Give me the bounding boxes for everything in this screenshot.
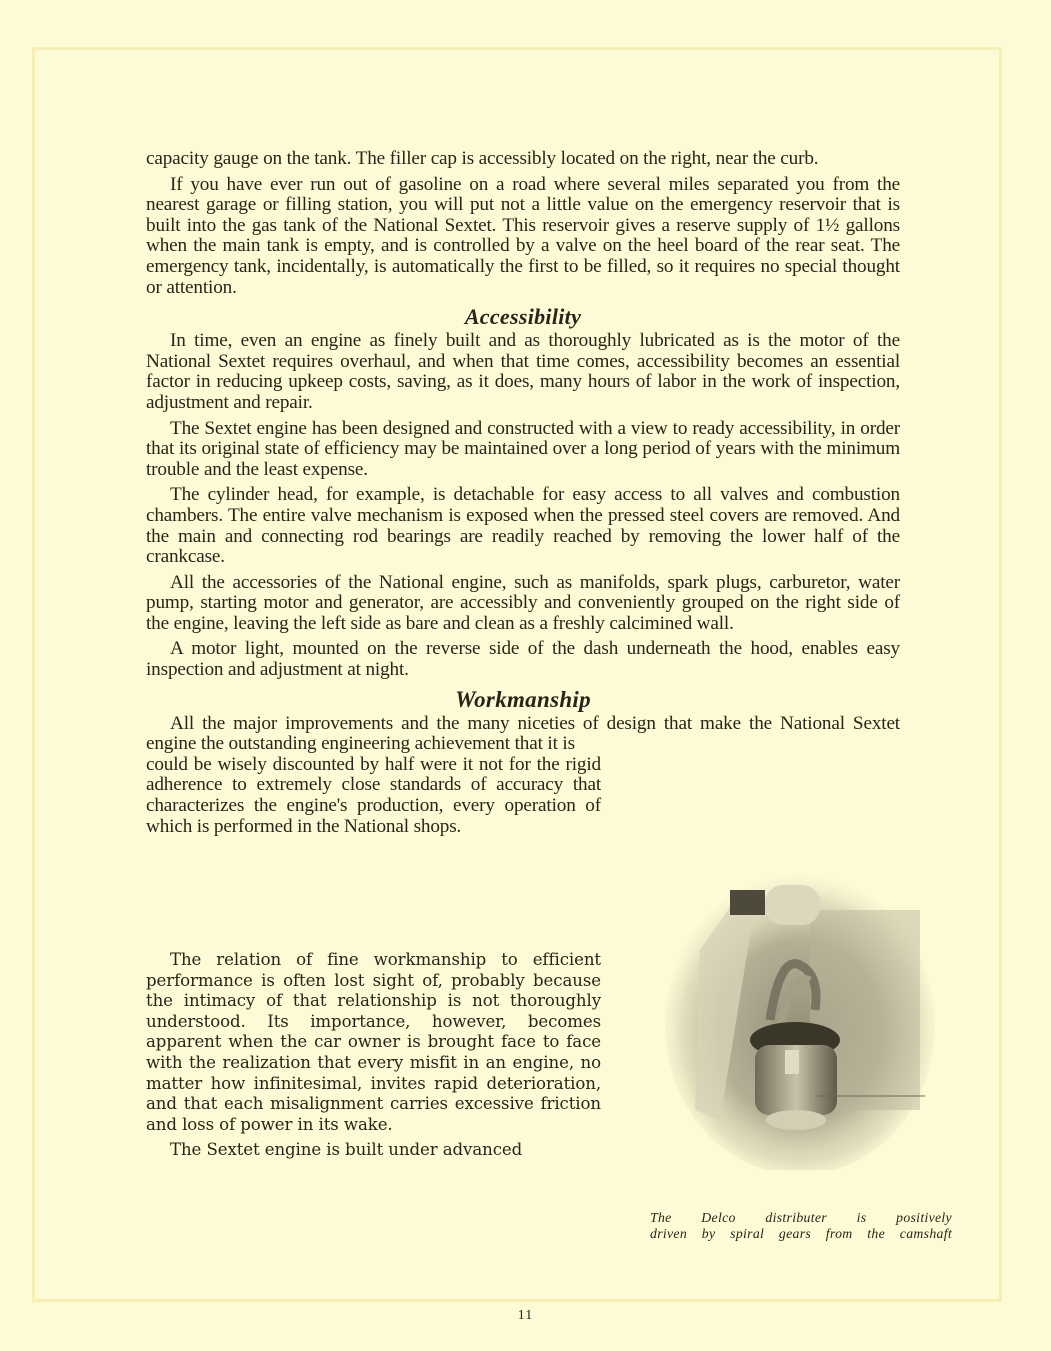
- workmanship-lower-column: [146, 950, 601, 1166]
- accessibility-paragraph: The cylinder head, for example, is detachable for easy access to all valves and combustion chambers. The entire valve mechanism is exposed when the pressed steel covers are removed. And the main and connecting rod bearings are readily reached by removing the lower half of the crankcase.: [146, 484, 900, 568]
- section-heading-accessibility: Accessibility: [464, 304, 582, 330]
- main-text-column: [146, 149, 900, 842]
- accessibility-paragraph: In time, even an engine as finely built and as thoroughly lubricated as is the motor of the National Sextet requires overhaul, and when that time comes, accessibility becomes an essential factor in reducing upkeep costs, saving, as it does, many hours of labor in the work of inspection, adjustment and repair.: [146, 330, 900, 413]
- delco-distributor-photo: [660, 870, 940, 1170]
- page-number: 11: [517, 1308, 534, 1323]
- workmanship-paragraph: The relation of fine workmanship to efficient performance is often lost sight of, probably because the intimacy of that relationship is not thoroughly understood. Its importance, however, becomes apparent when the car owner is brought face to face with the realization that every misfit in an engine, no matter how infinitesimal, invites rapid deterioration, and that each misalignment carries excessive friction and loss of power in its wake.: [146, 950, 601, 1134]
- workmanship-lead-narrow: could be wisely discounted by half were it not for the rigid adherence to extremely close standards of accuracy that characterizes the engine's production, every operation of which is performed in the National shops.: [146, 753, 601, 837]
- section-heading-workmanship: Workmanship: [455, 686, 591, 712]
- workmanship-narrow-column: [146, 755, 601, 837]
- intro-paragraph-reservoir: If you have ever run out of gasoline on a road where several miles separated you from the nearest garage or filling station, you will put not a little value on the emergency reservoir that is built into the gas tank of the National Sextet. This reservoir gives a reserve supply of 1½ gallons when the main tank is empty, and is controlled by a valve on the heel board of the rear seat. The emergency tank, incidentally, is automatically the first to be filled, so it requires no special thought or attention.: [146, 173, 900, 298]
- accessibility-paragraph: All the accessories of the National engine, such as manifolds, spark plugs, carburetor, water pump, starting motor and generator, are accessibly and conveniently grouped on the right side of the engine, leaving the left side as bare and clean as a freshly calcimined wall.: [146, 571, 900, 634]
- caption-line: The Delco distributer is positively: [650, 1210, 952, 1225]
- caption-line: driven by spiral gears from the camshaft: [650, 1226, 952, 1241]
- accessibility-paragraph: A motor light, mounted on the reverse side of the dash underneath the hood, enables easy inspection and adjustment at night.: [146, 638, 900, 681]
- workmanship-paragraph: The Sextet engine is built under advanced: [170, 1140, 523, 1160]
- accessibility-paragraph: The Sextet engine has been designed and constructed with a view to ready accessibility, in order that its original state of efficiency may be maintained over a long period of years with the minimum trouble and the least expense.: [146, 417, 900, 480]
- figure-caption: [650, 1210, 952, 1242]
- workmanship-lead-full-width: All the major improvements and the many niceties of design that make the National Sextet engine the outstanding engineering achievement that it is: [146, 712, 900, 755]
- intro-paragraph-continued: capacity gauge on the tank. The filler cap is accessibly located on the right, near the curb.: [146, 148, 819, 169]
